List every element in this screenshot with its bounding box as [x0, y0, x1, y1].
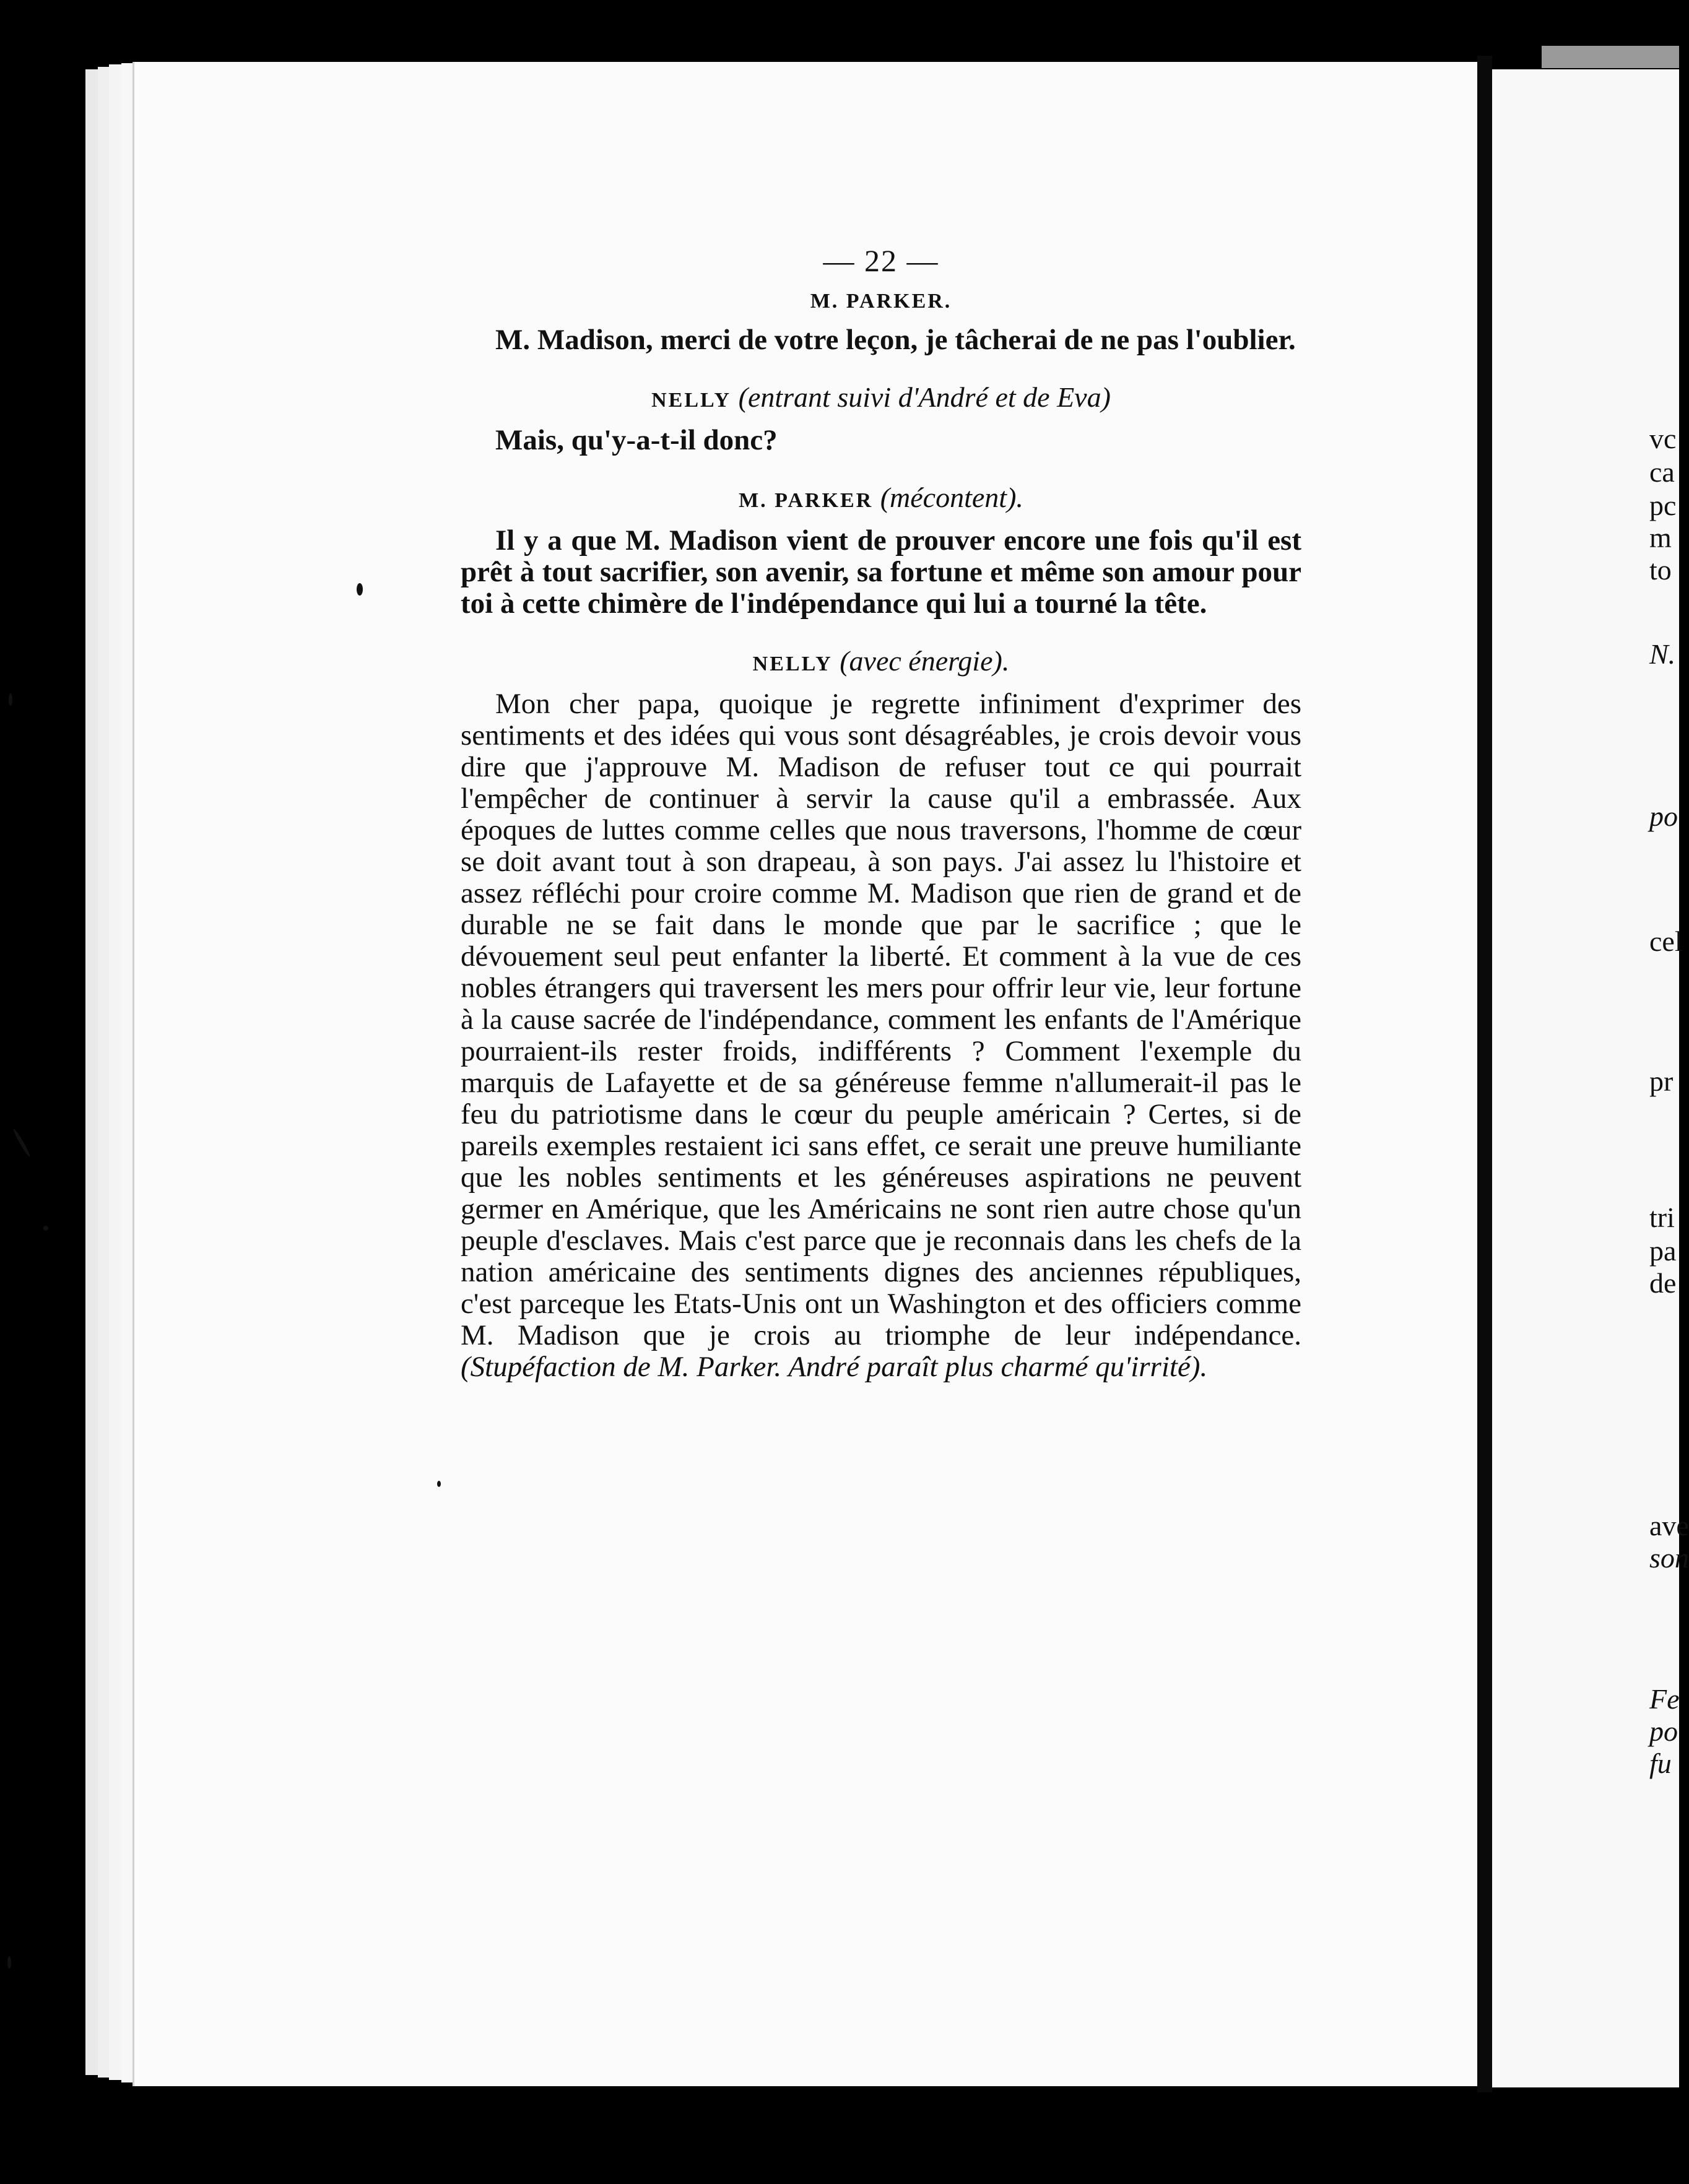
text-fragment: tri [1649, 1202, 1675, 1233]
speaker-heading [461, 644, 1301, 677]
scan-speck [437, 1481, 441, 1487]
text-fragment: m [1649, 522, 1672, 553]
text-fragment: Fe [1649, 1683, 1680, 1715]
text-fragment: po [1649, 800, 1678, 832]
speech-paragraph: Il y a que M. Madison vient de prouver encore une fois qu'il est prêt à tout sacrifier, son avenir, sa fortune et même son amour pour toi à cette chimère de l'indépendance qui lui a tourné la tête. [461, 524, 1301, 620]
text-fragment: vc [1649, 423, 1677, 454]
speech-paragraph [461, 688, 1301, 1383]
text-fragment: ca [1649, 456, 1675, 488]
text-fragment: ave [1649, 1510, 1689, 1541]
text-fragment: cel [1649, 925, 1683, 957]
speaker-name: M. PARKER [739, 489, 874, 512]
scan-speck [43, 1226, 48, 1231]
text-fragment: fu [1649, 1748, 1672, 1779]
speaker-name: NELLY [651, 389, 732, 412]
speech-text: Mon cher papa, quoique je regrette infiniment d'exprimer des sentiments et des idées qui vous sont désagréables, je crois devoir vous dire que j'approuve M. Madison de refuser tout ce qui pourrait l'empêcher de continuer à servir la cause qu'il a embrassée. Aux époques de luttes comme celles que nous traversons, l'homme de cœur se doit avant tout à son drapeau, à son pays. J'ai assez lu l'histoire et assez réfléchi pour croire comme M. Madison que rien de grand et de durable ne se fait dans le monde que par le sacrifice ; que le dévouement seul peut enfanter la liberté. Et comment à la vue de ces nobles étrangers qui traversent les mers pour offrir leur vie, leur fortune à la cause sacrée de l'indépendance, comment les enfants de l'Amérique pourraient-ils rester froids, indifférents ? Comment l'exemple du marquis de Lafayette et de sa généreuse femme n'allumerait-il pas le feu du patriotisme dans le cœur du peuple américain ? Certes, si de pareils exemples restaient ici sans effet, ce serait une preuve humiliante que les nobles sentiments et les généreuses aspirations ne peuvent germer en Amérique, que les Américains ne sont rien autre chose qu'un peuple d'esclaves. Mais c'est parce que je reconnais dans les chefs de la nation américaine des sentiments dignes des anciennes républiques, c'est parceque les Etats-Unis ont un Washington et des officiers comme M. Madison que je crois au triomphe de leur indépendance. [461, 688, 1301, 1351]
page-number: — 22 — [823, 243, 939, 278]
book-gutter [1477, 56, 1492, 2092]
speech-paragraph: Mais, qu'y-a-t-il donc? [495, 424, 778, 456]
facing-page-fragments [1649, 0, 1689, 2184]
speaker-heading [461, 290, 1301, 313]
speaker-heading [461, 481, 1301, 514]
speaker-name: M. PARKER. [810, 290, 952, 313]
text-fragment: son [1649, 1542, 1689, 1574]
text-fragment: po [1649, 1715, 1678, 1747]
page-text [461, 243, 1301, 1408]
scan-speck [9, 693, 12, 706]
speaker-name: NELLY [752, 652, 833, 675]
stage-direction: (entrant suivi d'André et de Eva) [738, 381, 1111, 413]
text-fragment: pa [1649, 1235, 1677, 1267]
speaker-heading [461, 381, 1301, 414]
scan-speck [12, 1128, 31, 1158]
text-fragment: de [1649, 1267, 1677, 1299]
text-fragment: N. [1649, 638, 1676, 670]
scan-speck [7, 1956, 11, 1969]
text-fragment: to [1649, 554, 1672, 586]
scan-speck [357, 583, 363, 596]
stage-direction: (mécontent). [880, 482, 1023, 513]
stage-direction: (avec énergie). [840, 645, 1010, 677]
stage-direction: (Stupéfaction de M. Parker. André paraît plus charmé qu'irrité). [461, 1351, 1208, 1383]
text-fragment: pr [1649, 1065, 1674, 1097]
text-fragment: pc [1649, 490, 1677, 521]
speech-paragraph: M. Madison, merci de votre leçon, je tâcherai de ne pas l'oublier. [495, 324, 1296, 356]
